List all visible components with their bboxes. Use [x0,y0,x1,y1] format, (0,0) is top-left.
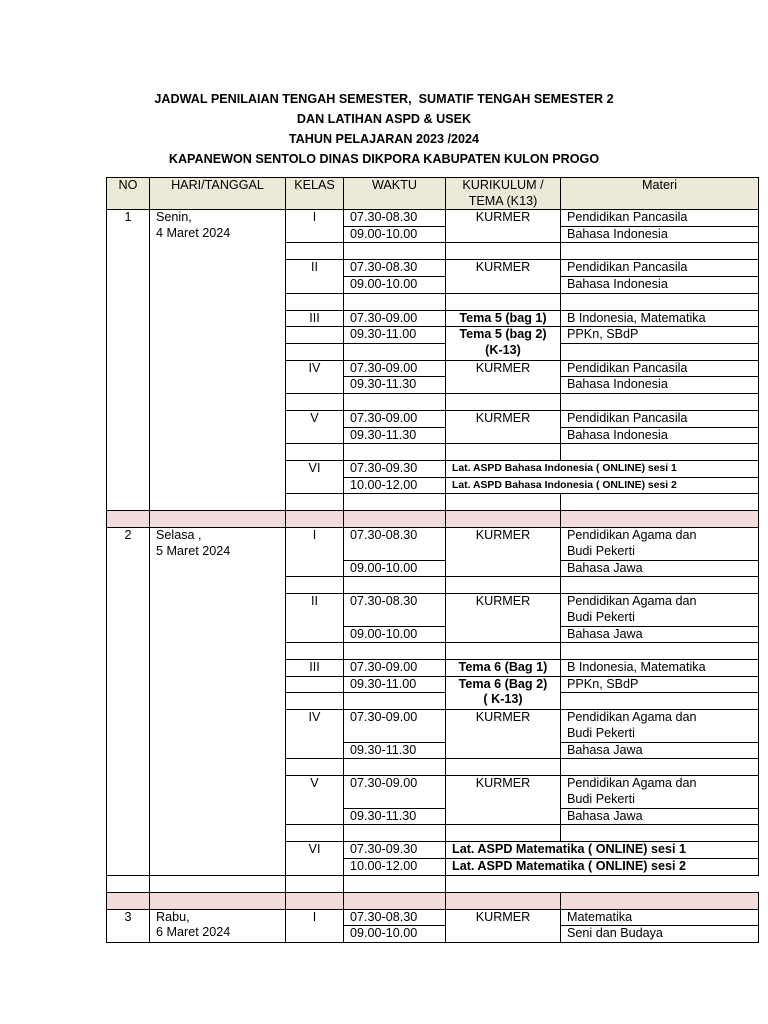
waktu-cell: 07.30-08.30 [344,594,446,626]
kelas-cell: I [286,210,344,243]
day-no: 3 [107,909,150,942]
materi-cell: Bahasa Indonesia [561,226,759,243]
materi-cell: Pendidikan Pancasila [561,410,759,427]
kelas-cell: I [286,528,344,577]
tema-line: Tema 6 (Bag 2) [458,676,548,691]
col-header-hari: HARI/TANGGAL [150,178,286,210]
table-row [107,528,759,544]
materi-cell: Pendidikan Agama dan [561,776,759,792]
tema-cell [446,327,561,361]
col-header-no: NO [107,178,150,210]
aspd-session-cell: Lat. ASPD Matematika ( ONLINE) sesi 2 [446,858,759,875]
materi-cell: Pendidikan Pancasila [561,210,759,227]
materi-cell: Pendidikan Agama dan [561,528,759,544]
kelas-cell: III [286,660,344,677]
kelas-cell: VI [286,461,344,494]
waktu-cell: 07.30-09.00 [344,310,446,327]
aspd-session-cell: Lat. ASPD Bahasa Indonesia ( ONLINE) sesi 1 [446,461,759,478]
kurikulum-cell: KURMER [446,360,561,393]
materi-cell: Bahasa Jawa [561,742,759,759]
kurikulum-cell: KURMER [446,776,561,825]
waktu-cell: 09.00-10.00 [344,226,446,243]
kelas-cell: IV [286,360,344,393]
tema-cell [446,676,561,710]
kelas-cell: III [286,310,344,327]
waktu-cell: 07.30-09.00 [344,410,446,427]
day-date: 4 Maret 2024 [156,225,231,240]
materi-cell: Bahasa Indonesia [561,427,759,444]
kelas-cell: I [286,909,344,942]
day-date: 6 Maret 2024 [156,925,231,940]
col-header-materi: Materi [561,178,759,210]
kelas-cell: VI [286,842,344,875]
waktu-cell: 07.30-09.30 [344,842,446,859]
waktu-cell: 10.00-12.00 [344,858,446,875]
materi-cell: Bahasa Jawa [561,626,759,643]
waktu-cell: 07.30-09.30 [344,461,446,478]
heading-line-2: DAN LATIHAN ASPD & USEK [296,112,472,126]
waktu-cell: 09.00-10.00 [344,276,446,293]
waktu-cell: 09.30-11.30 [344,377,446,394]
table-header-row [107,178,759,210]
kelas-cell: II [286,594,344,643]
materi-cell: Pendidikan Agama dan [561,710,759,726]
kurikulum-cell: KURMER [446,909,561,942]
materi-cell: Seni dan Budaya [561,926,759,943]
waktu-cell: 09.30-11.30 [344,427,446,444]
materi-cell: Pendidikan Pancasila [561,260,759,277]
day-name: Senin, [156,210,192,225]
tema-cell: Tema 5 (bag 1) [446,310,561,327]
kurikulum-line-2: TEMA (K13) [468,193,538,208]
kurikulum-cell: KURMER [446,410,561,443]
waktu-cell: 09.00-10.00 [344,626,446,643]
waktu-cell: 10.00-12.00 [344,477,446,494]
table-row [107,210,759,227]
waktu-cell: 07.30-09.00 [344,660,446,677]
materi-cell: PPKn, SBdP [561,676,759,693]
kelas-cell: II [286,260,344,293]
heading-line-4: KAPANEWON SENTOLO DINAS DIKPORA KABUPATEN KULON PROGO [168,152,600,166]
materi-cell: Bahasa Jawa [561,808,759,825]
col-header-waktu: WAKTU [344,178,446,210]
day-date-cell [150,528,286,875]
tema-k13: ( K-13) [483,692,523,707]
schedule-table [106,177,759,943]
waktu-cell: 09.00-10.00 [344,560,446,577]
materi-cell-cont: Budi Pekerti [561,726,759,742]
day-name: Selasa , [156,528,202,543]
materi-cell: Pendidikan Pancasila [561,360,759,377]
materi-cell: Bahasa Indonesia [561,377,759,394]
day-separator-row [107,892,759,909]
materi-cell: PPKn, SBdP [561,327,759,344]
materi-cell-cont: Budi Pekerti [561,544,759,560]
aspd-session-cell: Lat. ASPD Bahasa Indonesia ( ONLINE) sesi 2 [446,477,759,494]
day-no: 2 [107,528,150,875]
day-date-cell [150,210,286,511]
waktu-cell: 09.00-10.00 [344,926,446,943]
waktu-cell: 07.30-08.30 [344,260,446,277]
col-header-kelas: KELAS [286,178,344,210]
day-no: 1 [107,210,150,511]
waktu-cell: 07.30-09.00 [344,776,446,808]
aspd-session-cell: Lat. ASPD Matematika ( ONLINE) sesi 1 [446,842,759,859]
day-date: 5 Maret 2024 [156,543,231,558]
kurikulum-cell: KURMER [446,710,561,759]
kelas-cell: IV [286,710,344,759]
heading-line-1: JADWAL PENILAIAN TENGAH SEMESTER, SUMATIF TENGAH SEMESTER 2 [154,92,614,106]
document-heading [0,89,768,169]
kurikulum-cell: KURMER [446,260,561,293]
tema-cell: Tema 6 (Bag 1) [446,660,561,677]
waktu-cell: 07.30-08.30 [344,909,446,926]
kelas-cell: V [286,410,344,443]
heading-line-3: TAHUN PELAJARAN 2023 /2024 [288,132,480,146]
kurikulum-cell: KURMER [446,594,561,643]
materi-cell: Bahasa Indonesia [561,276,759,293]
kurikulum-cell: KURMER [446,528,561,577]
day-name: Rabu, [156,909,190,924]
waktu-cell: 07.30-08.30 [344,210,446,227]
waktu-cell: 09.30-11.30 [344,742,446,759]
materi-cell: B Indonesia, Matematika [561,660,759,677]
day-date-cell [150,909,286,942]
waktu-cell: 09.30-11.00 [344,676,446,693]
materi-cell: Matematika [561,909,759,926]
materi-cell: B Indonesia, Matematika [561,310,759,327]
waktu-cell: 09.30-11.00 [344,327,446,344]
blank-row [107,875,759,892]
kelas-cell: V [286,776,344,825]
materi-cell: Bahasa Jawa [561,560,759,577]
materi-cell-cont: Budi Pekerti [561,610,759,626]
materi-cell-cont: Budi Pekerti [561,792,759,808]
table-row [107,909,759,926]
materi-cell: Pendidikan Agama dan [561,594,759,610]
waktu-cell: 07.30-09.00 [344,360,446,377]
tema-k13: (K-13) [485,342,521,357]
tema-line: Tema 5 (bag 2) [459,327,547,342]
day-separator-row [107,511,759,528]
col-header-kurikulum [446,178,561,210]
waktu-cell: 07.30-09.00 [344,710,446,742]
kurikulum-line-1: KURIKULUM / [462,178,544,192]
waktu-cell: 07.30-08.30 [344,528,446,560]
waktu-cell: 09.30-11.30 [344,808,446,825]
kurikulum-cell: KURMER [446,210,561,243]
